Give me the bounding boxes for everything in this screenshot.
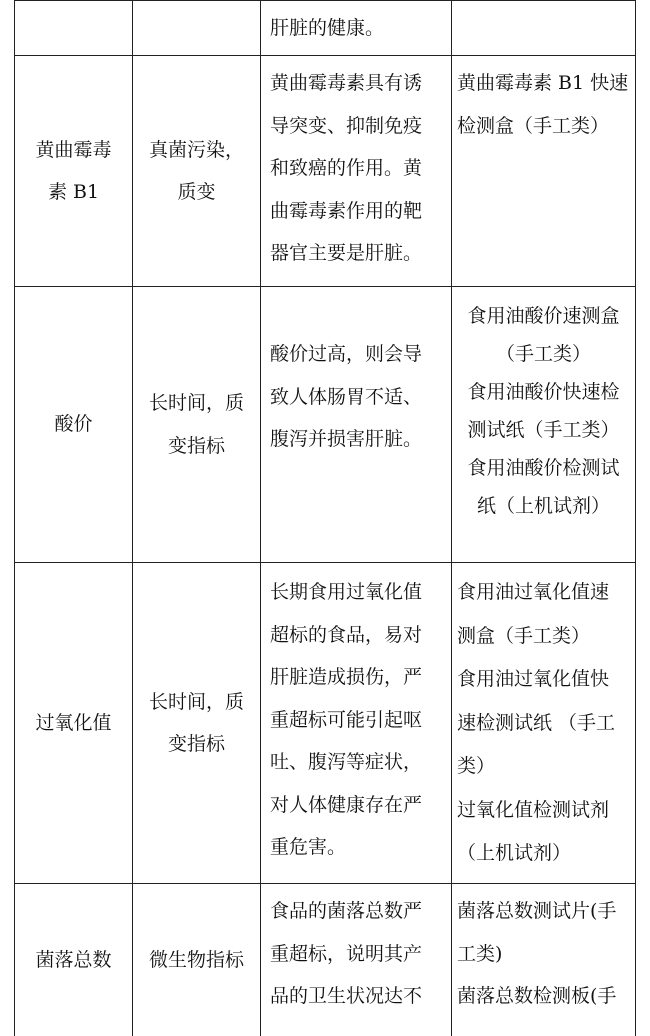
- method-line: 食用油酸价快速检: [467, 381, 620, 403]
- cell-cause: [133, 1, 261, 56]
- harm-line: 和致癌的作用。黄: [270, 157, 423, 179]
- harm-line: 黄曲霉毒素具有诱: [270, 72, 423, 94]
- cell-cause: [133, 563, 261, 884]
- cause-line: 长时间，质: [148, 690, 244, 713]
- harm-line: 重超标，说明其产: [270, 942, 423, 965]
- cell-name: [15, 1, 133, 56]
- cell-cause: [133, 56, 261, 287]
- cell-name: [15, 56, 133, 287]
- cell-harm: [261, 563, 452, 884]
- method-line: 纸（上机试剂）: [476, 495, 610, 517]
- cell-name: [15, 287, 133, 563]
- method-line: 菌落总数检测板(手: [457, 985, 617, 1007]
- cell-name: [15, 563, 133, 884]
- method-line: 过氧化值检测试剂: [457, 798, 610, 821]
- method-line: 测试纸（手工类）: [467, 419, 620, 441]
- cause-line: 长时间，质: [148, 392, 244, 414]
- method-line: （手工类）: [495, 343, 591, 365]
- harm-line: 吐、腹泻等症状，: [270, 751, 423, 773]
- table-row: [15, 563, 636, 884]
- cause-line: 质变: [177, 181, 216, 203]
- harm-line: 酸价过高，则会导: [270, 343, 423, 365]
- table-row: [15, 287, 636, 563]
- cell-cause: [133, 287, 261, 563]
- cell-name: [15, 884, 133, 1036]
- harm-line: 食品的菌落总数严: [270, 900, 423, 922]
- cell-methods: [452, 1, 636, 56]
- cell-methods: [452, 56, 636, 287]
- harm-line: 超标的食品，易对: [270, 623, 423, 646]
- name-line: 素 B1: [47, 181, 100, 203]
- hazard-table: [14, 0, 636, 1036]
- method-line: 黄曲霉毒素 B1 快速: [457, 72, 629, 94]
- harm-line: 曲霉毒素作用的靶: [270, 199, 423, 222]
- table-row: [15, 1, 636, 56]
- table-row: [15, 56, 636, 287]
- method-line: 食用油过氧化值速: [457, 581, 610, 603]
- harm-line: 重超标可能引起呕: [270, 708, 423, 731]
- cell-methods: [452, 563, 636, 884]
- cause-line: 变指标: [167, 733, 225, 755]
- method-line: 测盒（手工类）: [457, 624, 591, 647]
- cell-harm: [261, 1, 452, 56]
- method-line: 类）: [457, 755, 496, 777]
- name-line: 黄曲霉毒: [35, 138, 112, 161]
- cell-cause: [133, 884, 261, 1036]
- cell-harm: [261, 884, 452, 1036]
- cause-line: 微生物指标: [148, 948, 244, 971]
- method-line: （上机试剂）: [457, 842, 572, 864]
- harm-line: 重危害。: [270, 836, 347, 858]
- cell-harm: [261, 287, 452, 563]
- cell-methods: [452, 884, 636, 1036]
- harm-line: 器官主要是肝脏。: [270, 242, 423, 264]
- method-line: 检测盒（手工类）: [457, 114, 610, 137]
- cause-line: 真菌污染，: [148, 138, 244, 161]
- method-line: 工类): [457, 942, 503, 965]
- name-line: 过氧化值: [35, 711, 112, 734]
- name-line: 酸价: [54, 413, 93, 436]
- table-row: [15, 884, 636, 1036]
- method-line: 速检测试纸 （手工: [457, 711, 616, 734]
- cause-line: 变指标: [167, 434, 225, 457]
- harm-line: 品的卫生状况达不: [270, 985, 423, 1007]
- method-line: 食用油酸价检测试: [467, 457, 620, 479]
- harm-line: 肝脏的健康。: [270, 17, 385, 39]
- method-line: 菌落总数测试片(手: [457, 900, 617, 922]
- harm-line: 肝脏造成损伤，严: [270, 666, 423, 688]
- cell-harm: [261, 56, 452, 287]
- method-line: 食用油过氧化值快: [457, 668, 610, 690]
- cell-methods: [452, 287, 636, 563]
- harm-line: 长期食用过氧化值: [270, 581, 423, 603]
- harm-line: 导突变、抑制免疫: [270, 114, 423, 137]
- harm-line: 致人体肠胃不适、: [270, 385, 423, 408]
- method-line: 食用油酸价速测盒: [467, 305, 620, 327]
- harm-line: 腹泻并损害肝脏。: [270, 428, 423, 450]
- harm-line: 对人体健康存在严: [270, 793, 423, 816]
- name-line: 菌落总数: [35, 948, 112, 971]
